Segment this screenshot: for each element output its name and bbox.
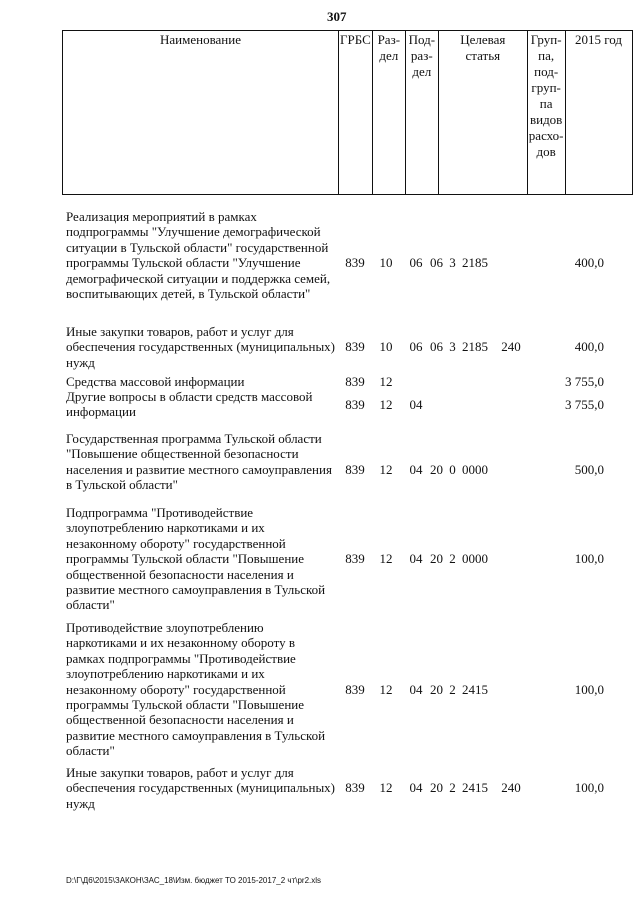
row-name: Другие вопросы в области средств массовой информации bbox=[66, 389, 313, 420]
header-podrazdel: Под- раз- дел bbox=[405, 31, 438, 195]
row-podrazdel: 04 bbox=[409, 551, 423, 567]
row-grbs: 839 bbox=[345, 681, 365, 697]
row-razdel: 12 bbox=[379, 397, 393, 413]
row-celevaya-statya: 20 2 2415 bbox=[430, 681, 488, 697]
row-name: Иные закупки товаров, работ и услуг для обеспечения государственных (муниципальных) нужд bbox=[66, 324, 336, 370]
header-razdel: Раз- дел bbox=[372, 31, 405, 195]
row-sum: 100,0 bbox=[574, 780, 604, 796]
row-name: Реализация мероприятий в рамках подпрограммы "Улучшение демографической ситуации в Тульской области" государственной программы Тульской области "Улучшение демографической ситуации и поддержка семей, воспитывающих детей, в Тульской области" bbox=[66, 209, 331, 302]
row-razdel: 12 bbox=[379, 780, 393, 796]
header-name: Наименование bbox=[63, 31, 339, 195]
row-sum: 500,0 bbox=[574, 461, 604, 477]
row-sum: 100,0 bbox=[574, 551, 604, 567]
header-grbs: ГРБС bbox=[339, 31, 373, 195]
row-razdel: 10 bbox=[379, 339, 393, 355]
page-number: 307 bbox=[327, 9, 347, 24]
row-name: Иные закупки товаров, работ и услуг для обеспечения государственных (муниципальных) нужд bbox=[66, 765, 336, 811]
header-year: 2015 год bbox=[565, 31, 632, 195]
row-grbs: 839 bbox=[345, 374, 365, 389]
row-sum: 100,0 bbox=[574, 681, 604, 697]
row-grbs: 839 bbox=[345, 461, 365, 477]
row-celevaya-statya: 06 3 2185 bbox=[430, 255, 488, 271]
row-podrazdel: 04 bbox=[409, 461, 423, 477]
header-celevaya: Целевая статья bbox=[438, 31, 527, 195]
row-sum: 3 755,0 bbox=[565, 397, 604, 413]
row-sum: 400,0 bbox=[574, 339, 604, 355]
row-grbs: 839 bbox=[345, 339, 365, 355]
row-sum: 400,0 bbox=[574, 255, 604, 271]
row-celevaya-statya: 06 3 2185 bbox=[430, 339, 488, 355]
row-celevaya-statya: 20 2 0000 bbox=[430, 551, 488, 567]
row-name: Подпрограмма "Противодействие злоупотреблению наркотиками и их незаконному обороту" государственной программы Тульской области "Повышение общественной безопасности населения и развитие местного самоуправления в Тульской области" bbox=[66, 505, 326, 613]
row-razdel: 12 bbox=[379, 461, 393, 477]
row-podrazdel: 04 bbox=[409, 780, 423, 796]
row-sum: 3 755,0 bbox=[565, 374, 604, 389]
row-podrazdel: 06 bbox=[409, 339, 423, 355]
row-name: Средства массовой информации bbox=[66, 374, 245, 389]
row-razdel: 12 bbox=[379, 551, 393, 567]
row-podrazdel: 06 bbox=[409, 255, 423, 271]
row-celevaya-statya: 20 0 0000 bbox=[430, 461, 488, 477]
row-razdel: 12 bbox=[379, 374, 393, 389]
row-razdel: 12 bbox=[379, 681, 393, 697]
table-header bbox=[62, 30, 633, 195]
row-name: Противодействие злоупотреблению наркотиками и их незаконному обороту в рамках подпрограммы "Противодействие злоупотреблению наркотиками и их незаконному обороту" государственной программы Тульской области "Повышение общественной безопасности населения и развитие местного самоуправления в Тульской области" bbox=[66, 620, 326, 759]
file-path-footer: D:\Г\Д6\2015\ЗАКОН\ЗАС_18\Изм. бюджет ТО 2015-2017_2 чт\pr2.xls bbox=[66, 876, 322, 885]
row-celevaya-statya: 20 2 2415 bbox=[430, 780, 488, 796]
row-razdel: 10 bbox=[379, 255, 393, 271]
row-grbs: 839 bbox=[345, 551, 365, 567]
row-grbs: 839 bbox=[345, 780, 365, 796]
row-podrazdel: 04 bbox=[409, 681, 423, 697]
row-vid-rashodov: 240 bbox=[501, 780, 521, 796]
row-podrazdel: 04 bbox=[409, 397, 423, 413]
header-gruppa: Груп- па, под- груп- па видов расхо- дов bbox=[527, 31, 565, 195]
row-grbs: 839 bbox=[345, 397, 365, 413]
row-name: Государственная программа Тульской области "Повышение общественной безопасности населения и развитие местного самоуправления в Тульской области" bbox=[66, 431, 332, 493]
row-vid-rashodov: 240 bbox=[501, 339, 521, 355]
row-grbs: 839 bbox=[345, 255, 365, 271]
